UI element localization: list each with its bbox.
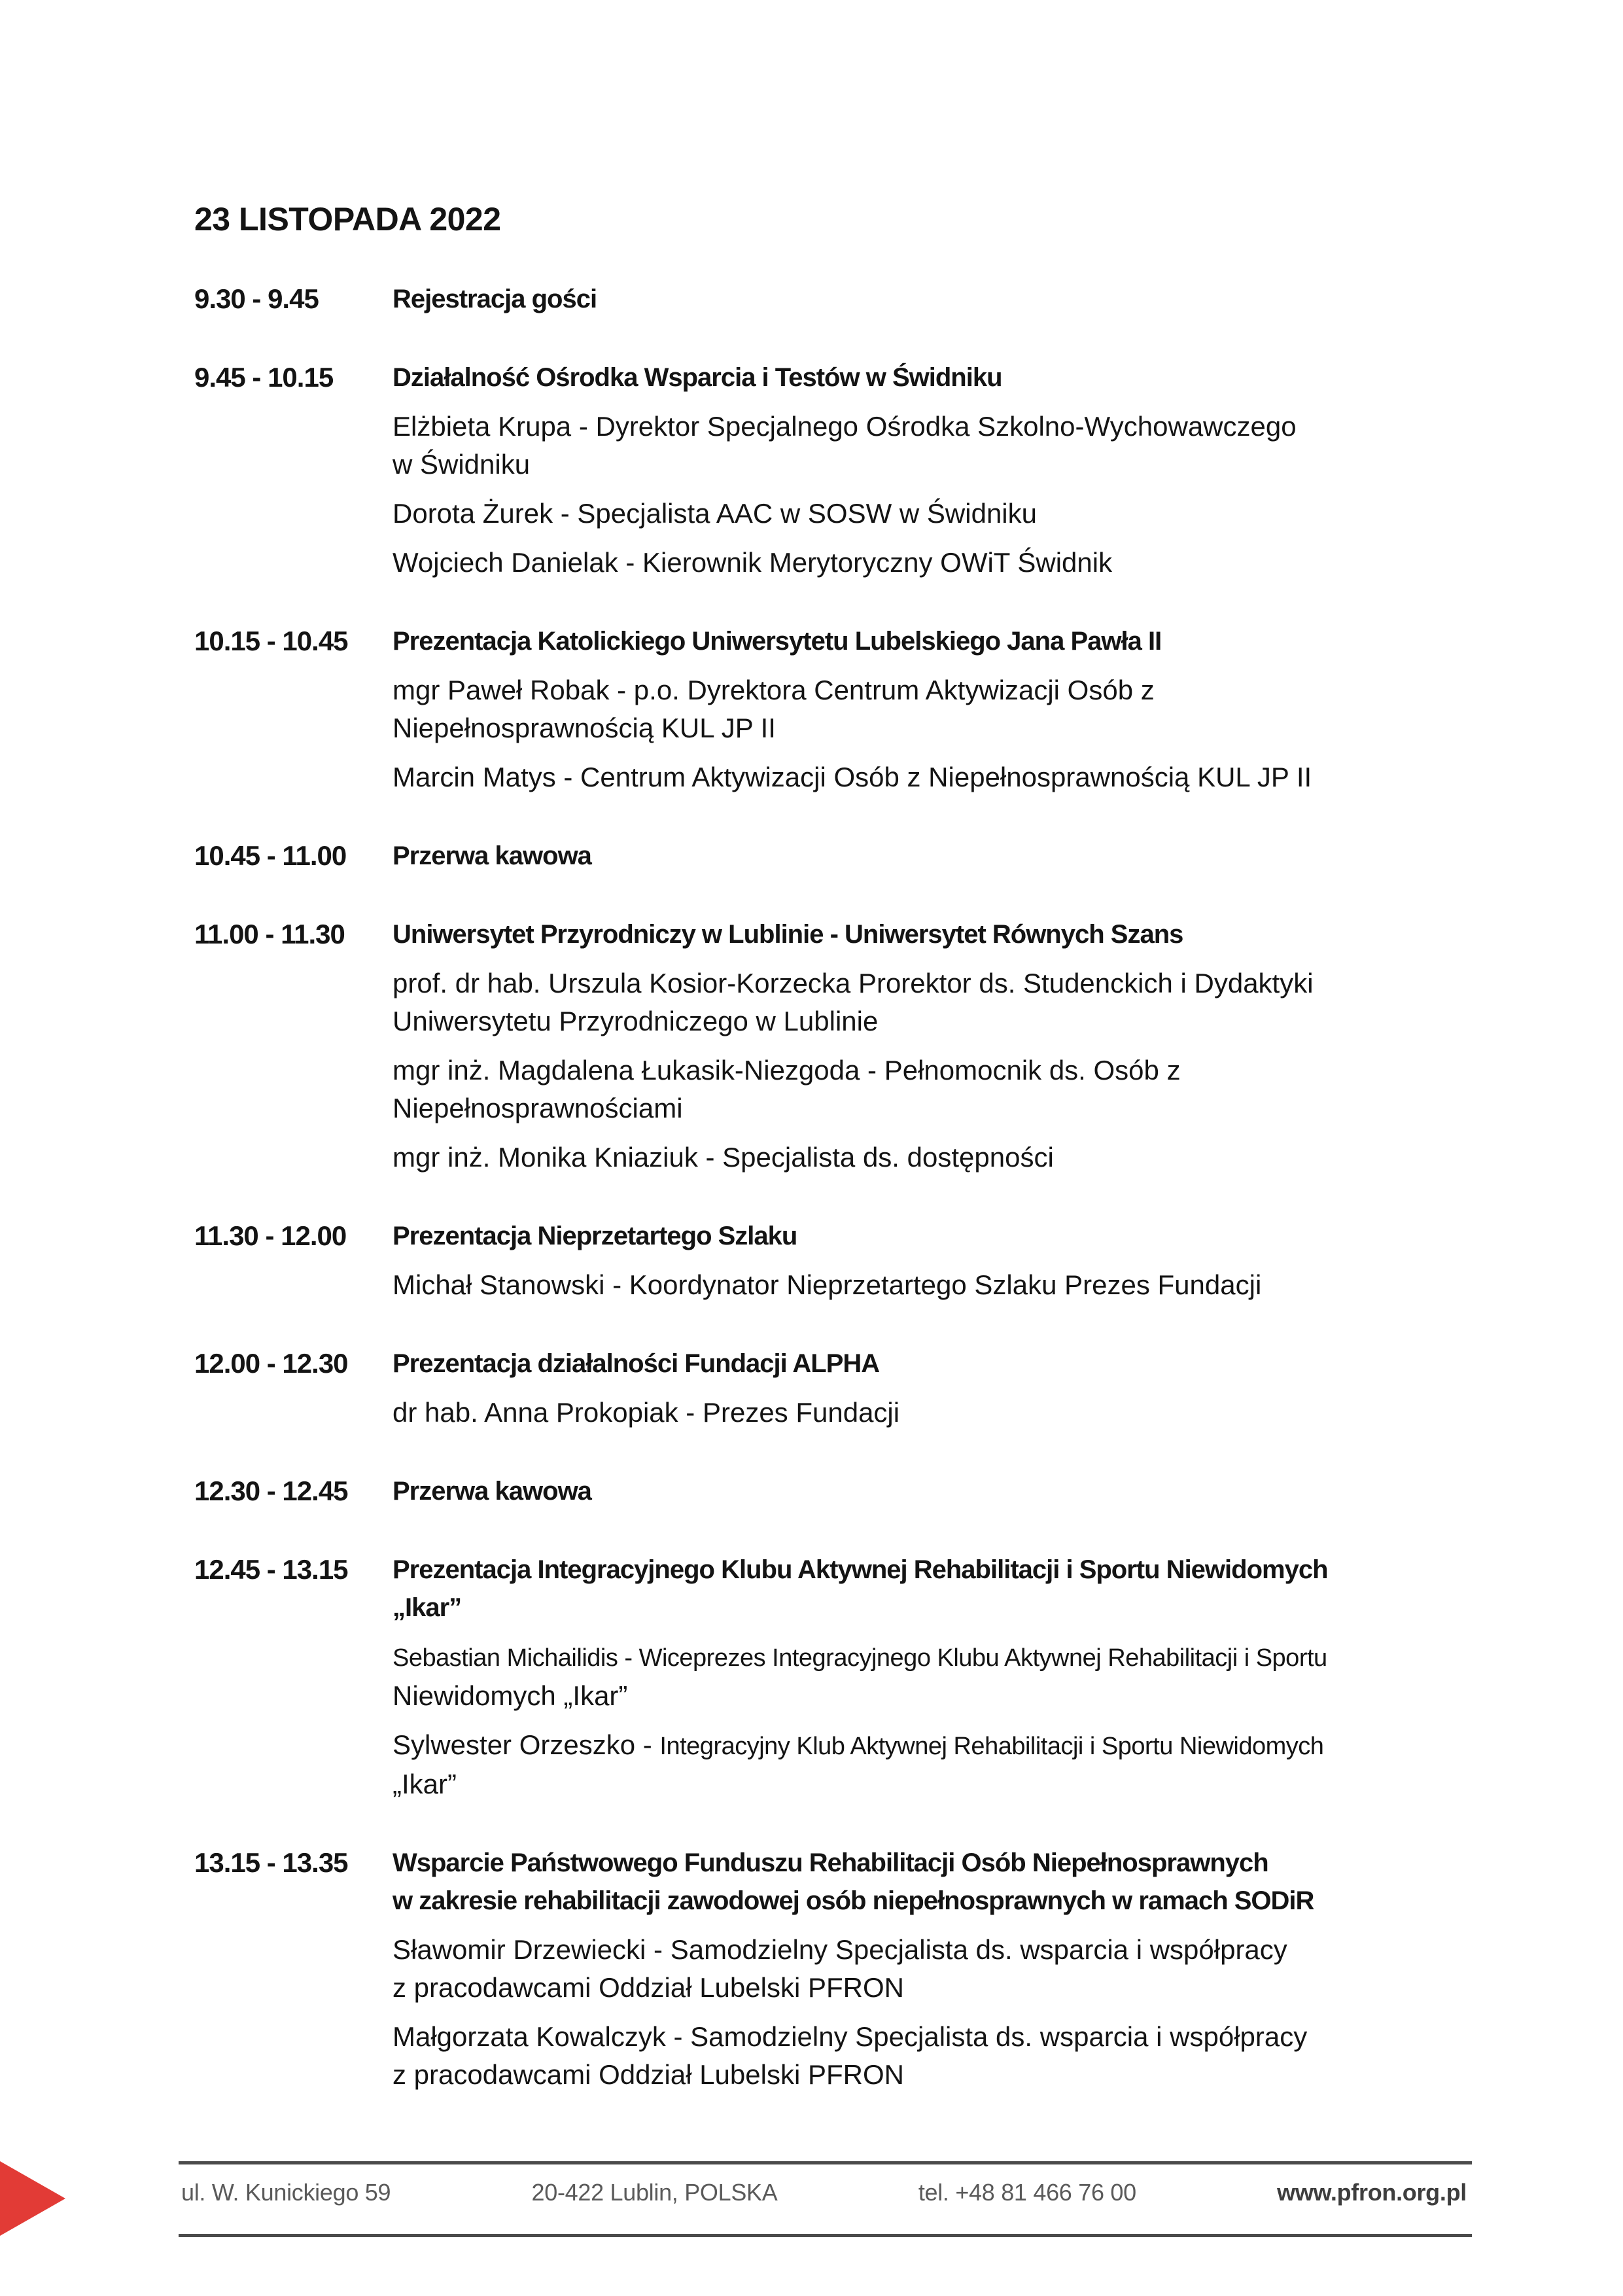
schedule-row: [194, 1844, 1470, 2094]
session-title: [393, 915, 1470, 953]
schedule-row: [194, 1551, 1470, 1803]
schedule-row: [194, 359, 1470, 582]
session-paragraph: [393, 1266, 1470, 1304]
session-title: [393, 622, 1470, 660]
text-segment: Sebastian Michailidis - Wiceprezes Integracyjnego Klubu Aktywnej Rehabilitacji i Sportu: [393, 1644, 1327, 1672]
session-detail-line: [393, 1726, 1470, 1765]
session-details: [393, 837, 1470, 875]
session-detail-line: Marcin Matys - Centrum Aktywizacji Osób z Niepełnosprawnością KUL JP II: [393, 762, 1312, 792]
time-range: 12.30 - 12.45: [194, 1475, 348, 1506]
session-detail-line: Małgorzata Kowalczyk - Samodzielny Specjalista ds. wsparcia i współpracy: [393, 2021, 1308, 2052]
session-detail-line: z pracodawcami Oddział Lubelski PFRON: [393, 1972, 904, 2003]
time-range: 12.00 - 12.30: [194, 1348, 348, 1379]
program-content: [194, 200, 1470, 2134]
session-details: [393, 1551, 1470, 1803]
session-title-line: w zakresie rehabilitacji zawodowej osób niepełnosprawnych w ramach SODiR: [393, 1886, 1314, 1915]
session-paragraph: [393, 2018, 1470, 2094]
session-detail-line: Niepełnosprawnością KUL JP II: [393, 713, 776, 743]
session-paragraph: [393, 1139, 1470, 1176]
session-details: [393, 1844, 1470, 2094]
session-title-line: Działalność Ośrodka Wsparcia i Testów w Świdniku: [393, 363, 1002, 392]
session-detail-line: z pracodawcami Oddział Lubelski PFRON: [393, 2059, 904, 2090]
session-title: [393, 359, 1470, 397]
session-title: [393, 1217, 1470, 1255]
session-detail-line: mgr Paweł Robak - p.o. Dyrektora Centrum Aktywizacji Osób z: [393, 675, 1155, 705]
session-paragraph: [393, 495, 1470, 533]
session-detail-line: Uniwersytetu Przyrodniczego w Lublinie: [393, 1006, 879, 1036]
session-title-line: Przerwa kawowa: [393, 1477, 591, 1506]
time-range: 9.30 - 9.45: [194, 283, 319, 314]
footer-phone: tel. +48 81 466 76 00: [918, 2179, 1136, 2206]
schedule-row: [194, 280, 1470, 318]
session-detail-line: Niepełnosprawnościami: [393, 1093, 683, 1123]
session-detail-line: Michał Stanowski - Koordynator Nieprzetartego Szlaku Prezes Fundacji: [393, 1269, 1262, 1300]
session-detail-line: Elżbieta Krupa - Dyrektor Specjalnego Ośrodka Szkolno-Wychowawczego: [393, 411, 1297, 442]
time-range: 10.45 - 11.00: [194, 840, 347, 871]
session-title-line: Prezentacja Integracyjnego Klubu Aktywnej Rehabilitacji i Sportu Niewidomych: [393, 1555, 1328, 1584]
session-title: [393, 837, 1470, 875]
text-segment: Sylwester Orzeszko -: [393, 1729, 660, 1760]
schedule-row: [194, 1345, 1470, 1432]
time-range: 11.30 - 12.00: [194, 1220, 347, 1251]
session-title: [393, 1472, 1470, 1510]
session-paragraph: [393, 1638, 1470, 1715]
session-paragraph: [393, 1931, 1470, 2007]
session-detail-line: prof. dr hab. Urszula Kosior-Korzecka Prorektor ds. Studenckich i Dydaktyki: [393, 968, 1314, 998]
session-title: [393, 1844, 1470, 1920]
session-paragraph: [393, 1726, 1470, 1803]
session-title-line: Rejestracja gości: [393, 285, 597, 313]
session-title: [393, 1551, 1470, 1627]
red-arrow-icon: [0, 2161, 65, 2236]
session-paragraph: [393, 964, 1470, 1040]
footer-address: ul. W. Kunickiego 59: [181, 2179, 391, 2206]
session-detail-line: [393, 1638, 1470, 1677]
session-detail-line: „Ikar”: [393, 1769, 457, 1799]
session-paragraph: [393, 408, 1470, 484]
time-range: 12.45 - 13.15: [194, 1554, 348, 1585]
session-detail-line: Sławomir Drzewiecki - Samodzielny Specjalista ds. wsparcia i współpracy: [393, 1934, 1287, 1965]
session-paragraph: [393, 671, 1470, 747]
session-detail-line: mgr inż. Monika Kniaziuk - Specjalista ds. dostępności: [393, 1142, 1054, 1173]
time-range: 11.00 - 11.30: [194, 919, 345, 949]
schedule-row: [194, 1472, 1470, 1510]
session-details: [393, 280, 1470, 318]
session-paragraph: [393, 1051, 1470, 1127]
session-title-line: Prezentacja Katolickiego Uniwersytetu Lubelskiego Jana Pawła II: [393, 627, 1162, 656]
session-paragraph: [393, 758, 1470, 796]
time-range: 10.15 - 10.45: [194, 626, 348, 656]
session-details: [393, 1217, 1470, 1304]
session-title-line: Prezentacja Nieprzetartego Szlaku: [393, 1222, 797, 1250]
session-title-line: Uniwersytet Przyrodniczy w Lublinie - Uniwersytet Równych Szans: [393, 920, 1183, 949]
footer-city: 20-422 Lublin, POLSKA: [531, 2179, 778, 2206]
schedule-row: [194, 1217, 1470, 1304]
schedule: [194, 280, 1470, 2094]
footer: [181, 2179, 1467, 2206]
session-title-line: Przerwa kawowa: [393, 841, 591, 870]
schedule-row: [194, 837, 1470, 875]
time-range: 9.45 - 10.15: [194, 362, 334, 393]
session-title-line: Wsparcie Państwowego Funduszu Rehabilitacji Osób Niepełnosprawnych: [393, 1848, 1268, 1877]
session-title: [393, 280, 1470, 318]
session-details: [393, 1345, 1470, 1432]
footer-divider-bottom: [179, 2234, 1472, 2237]
footer-website: www.pfron.org.pl: [1277, 2179, 1467, 2206]
session-paragraph: [393, 544, 1470, 582]
session-detail-line: dr hab. Anna Prokopiak - Prezes Fundacji: [393, 1397, 900, 1428]
session-detail-line: w Świdniku: [393, 449, 531, 480]
time-range: 13.15 - 13.35: [194, 1847, 348, 1878]
session-title-line: „Ikar”: [393, 1593, 462, 1622]
session-detail-line: Niewidomych „Ikar”: [393, 1680, 628, 1711]
session-title-line: Prezentacja działalności Fundacji ALPHA: [393, 1349, 880, 1378]
session-details: [393, 915, 1470, 1176]
session-details: [393, 1472, 1470, 1510]
footer-divider-top: [179, 2161, 1472, 2164]
page-title: 23 LISTOPADA 2022: [194, 201, 501, 238]
session-details: [393, 359, 1470, 582]
schedule-row: [194, 622, 1470, 796]
session-details: [393, 622, 1470, 796]
session-detail-line: Dorota Żurek - Specjalista AAC w SOSW w Świdniku: [393, 498, 1037, 529]
session-detail-line: mgr inż. Magdalena Łukasik-Niezgoda - Pełnomocnik ds. Osób z: [393, 1055, 1181, 1086]
session-paragraph: [393, 1394, 1470, 1432]
schedule-row: [194, 915, 1470, 1176]
session-title: [393, 1345, 1470, 1383]
session-detail-line: Wojciech Danielak - Kierownik Merytoryczny OWiT Świdnik: [393, 547, 1113, 578]
text-segment: Integracyjny Klub Aktywnej Rehabilitacji i Sportu Niewidomych: [659, 1733, 1324, 1760]
